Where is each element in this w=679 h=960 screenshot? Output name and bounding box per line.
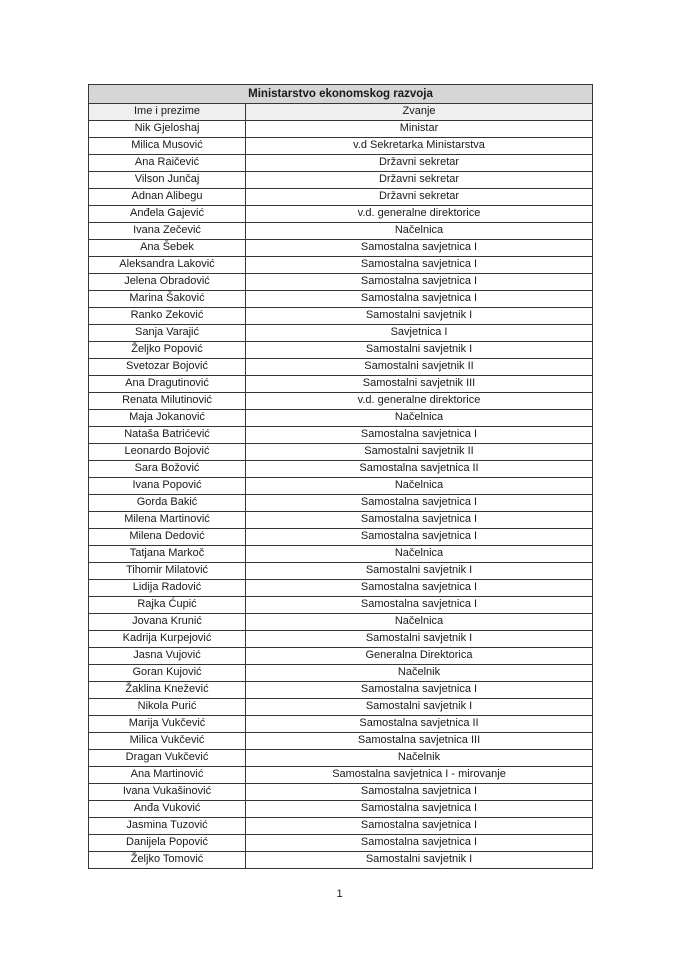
name-cell: Danijela Popović (89, 835, 246, 852)
table-row (89, 172, 593, 189)
table-row (89, 308, 593, 325)
rank-cell: Samostalna savjetnica II (246, 716, 593, 733)
name-cell: Adnan Alibegu (89, 189, 246, 206)
table-row (89, 274, 593, 291)
name-cell: Goran Kujović (89, 665, 246, 682)
rank-cell: Samostalni savjetnik I (246, 852, 593, 869)
rank-cell: Samostalna savjetnica I (246, 580, 593, 597)
name-cell: Vilson Junčaj (89, 172, 246, 189)
table-row (89, 461, 593, 478)
table-row (89, 512, 593, 529)
name-cell: Željko Tomović (89, 852, 246, 869)
name-cell: Nik Gjeloshaj (89, 121, 246, 138)
name-cell: Nikola Purić (89, 699, 246, 716)
table-row (89, 699, 593, 716)
name-cell: Milena Martinović (89, 512, 246, 529)
rank-cell: Samostalna savjetnica I (246, 257, 593, 274)
rank-cell: Samostalna savjetnica I (246, 495, 593, 512)
name-cell: Tihomir Milatović (89, 563, 246, 580)
rank-cell: Samostalna savjetnica I (246, 835, 593, 852)
table-row (89, 240, 593, 257)
name-cell: Ana Martinović (89, 767, 246, 784)
table-row (89, 682, 593, 699)
table-row (89, 665, 593, 682)
table-row (89, 818, 593, 835)
name-cell: Jasna Vujović (89, 648, 246, 665)
rank-cell: Samostalna savjetnica III (246, 733, 593, 750)
name-cell: Anđa Vuković (89, 801, 246, 818)
rank-cell: Načelnik (246, 750, 593, 767)
name-cell: Sanja Varajić (89, 325, 246, 342)
table-row (89, 529, 593, 546)
table-row (89, 410, 593, 427)
table-row (89, 495, 593, 512)
rank-cell: Samostalni savjetnik I (246, 699, 593, 716)
rank-cell: Samostalna savjetnica I - mirovanje (246, 767, 593, 784)
table-row (89, 580, 593, 597)
rank-cell: Načelnica (246, 410, 593, 427)
table-row (89, 563, 593, 580)
table-row (89, 614, 593, 631)
rank-cell: Samostalna savjetnica I (246, 291, 593, 308)
table-row (89, 716, 593, 733)
rank-cell: Samostalna savjetnica I (246, 427, 593, 444)
rank-cell: Samostalni savjetnik I (246, 308, 593, 325)
table-row (89, 546, 593, 563)
name-cell: Gorda Bakić (89, 495, 246, 512)
name-cell: Marija Vukčević (89, 716, 246, 733)
table-row (89, 767, 593, 784)
rank-cell: Samostalna savjetnica I (246, 818, 593, 835)
rank-cell: Državni sekretar (246, 172, 593, 189)
name-cell: Marina Šaković (89, 291, 246, 308)
table-row (89, 121, 593, 138)
name-cell: Sara Božović (89, 461, 246, 478)
table-row (89, 733, 593, 750)
name-cell: Jovana Krunić (89, 614, 246, 631)
name-cell: Lidija Radović (89, 580, 246, 597)
rank-cell: Samostalna savjetnica I (246, 801, 593, 818)
rank-cell: Načelnica (246, 478, 593, 495)
name-cell: Aleksandra Laković (89, 257, 246, 274)
table-row (89, 342, 593, 359)
table-row (89, 291, 593, 308)
rank-cell: Samostalni savjetnik III (246, 376, 593, 393)
name-cell: Ranko Zeković (89, 308, 246, 325)
rank-cell: Samostalna savjetnica II (246, 461, 593, 478)
name-cell: Jelena Obradović (89, 274, 246, 291)
rank-cell: Samostalna savjetnica I (246, 682, 593, 699)
rank-cell: v.d. generalne direktorice (246, 393, 593, 410)
table-body (89, 121, 593, 869)
column-header-name: Ime i prezime (89, 104, 246, 121)
rank-cell: Načelnica (246, 546, 593, 563)
rank-cell: Savjetnica I (246, 325, 593, 342)
rank-cell: Načelnik (246, 665, 593, 682)
rank-cell: Samostalna savjetnica I (246, 240, 593, 257)
name-cell: Jasmina Tuzović (89, 818, 246, 835)
name-cell: Leonardo Bojović (89, 444, 246, 461)
table-row (89, 376, 593, 393)
table-row (89, 257, 593, 274)
rank-cell: Samostalna savjetnica I (246, 784, 593, 801)
name-cell: Rajka Ćupić (89, 597, 246, 614)
table-row (89, 138, 593, 155)
table-row (89, 750, 593, 767)
table-row (89, 325, 593, 342)
table-row (89, 784, 593, 801)
table-row (89, 631, 593, 648)
table-row (89, 597, 593, 614)
column-header-rank: Zvanje (246, 104, 593, 121)
rank-cell: Samostalni savjetnik II (246, 359, 593, 376)
rank-cell: Državni sekretar (246, 155, 593, 172)
rank-cell: Ministar (246, 121, 593, 138)
name-cell: Kadrija Kurpejović (89, 631, 246, 648)
table-row (89, 206, 593, 223)
page-number: 1 (336, 888, 343, 900)
table-header-row (89, 104, 593, 121)
table-row (89, 835, 593, 852)
name-cell: Ivana Vukašinović (89, 784, 246, 801)
name-cell: Svetozar Bojović (89, 359, 246, 376)
table-row (89, 427, 593, 444)
rank-cell: Načelnica (246, 614, 593, 631)
table-row (89, 852, 593, 869)
table-row (89, 801, 593, 818)
rank-cell: Samostalni savjetnik II (246, 444, 593, 461)
name-cell: Dragan Vukčević (89, 750, 246, 767)
name-cell: Ivana Popović (89, 478, 246, 495)
table-title: Ministarstvo ekonomskog razvoja (89, 85, 593, 104)
table-row (89, 359, 593, 376)
rank-cell: Samostalna savjetnica I (246, 597, 593, 614)
name-cell: Žaklina Knežević (89, 682, 246, 699)
rank-cell: v.d. generalne direktorice (246, 206, 593, 223)
table-row (89, 478, 593, 495)
name-cell: Ana Šebek (89, 240, 246, 257)
rank-cell: Državni sekretar (246, 189, 593, 206)
rank-cell: Samostalna savjetnica I (246, 274, 593, 291)
name-cell: Ana Dragutinović (89, 376, 246, 393)
table-row (89, 648, 593, 665)
rank-cell: Načelnica (246, 223, 593, 240)
rank-cell: Samostalni savjetnik I (246, 342, 593, 359)
rank-cell: Samostalni savjetnik I (246, 563, 593, 580)
table-row (89, 189, 593, 206)
rank-cell: Samostalna savjetnica I (246, 529, 593, 546)
name-cell: Milica Musović (89, 138, 246, 155)
name-cell: Tatjana Markoč (89, 546, 246, 563)
name-cell: Ana Raičević (89, 155, 246, 172)
name-cell: Milena Dedović (89, 529, 246, 546)
name-cell: Maja Jokanović (89, 410, 246, 427)
table-row (89, 444, 593, 461)
table-row (89, 393, 593, 410)
name-cell: Nataša Batrićević (89, 427, 246, 444)
rank-cell: Samostalni savjetnik I (246, 631, 593, 648)
staff-table (88, 84, 593, 869)
name-cell: Anđela Gajević (89, 206, 246, 223)
name-cell: Željko Popović (89, 342, 246, 359)
name-cell: Renata Milutinović (89, 393, 246, 410)
table-title-row (89, 85, 593, 104)
table-row (89, 223, 593, 240)
name-cell: Ivana Zečević (89, 223, 246, 240)
rank-cell: v.d Sekretarka Ministarstva (246, 138, 593, 155)
name-cell: Milica Vukčević (89, 733, 246, 750)
table-row (89, 155, 593, 172)
rank-cell: Samostalna savjetnica I (246, 512, 593, 529)
rank-cell: Generalna Direktorica (246, 648, 593, 665)
